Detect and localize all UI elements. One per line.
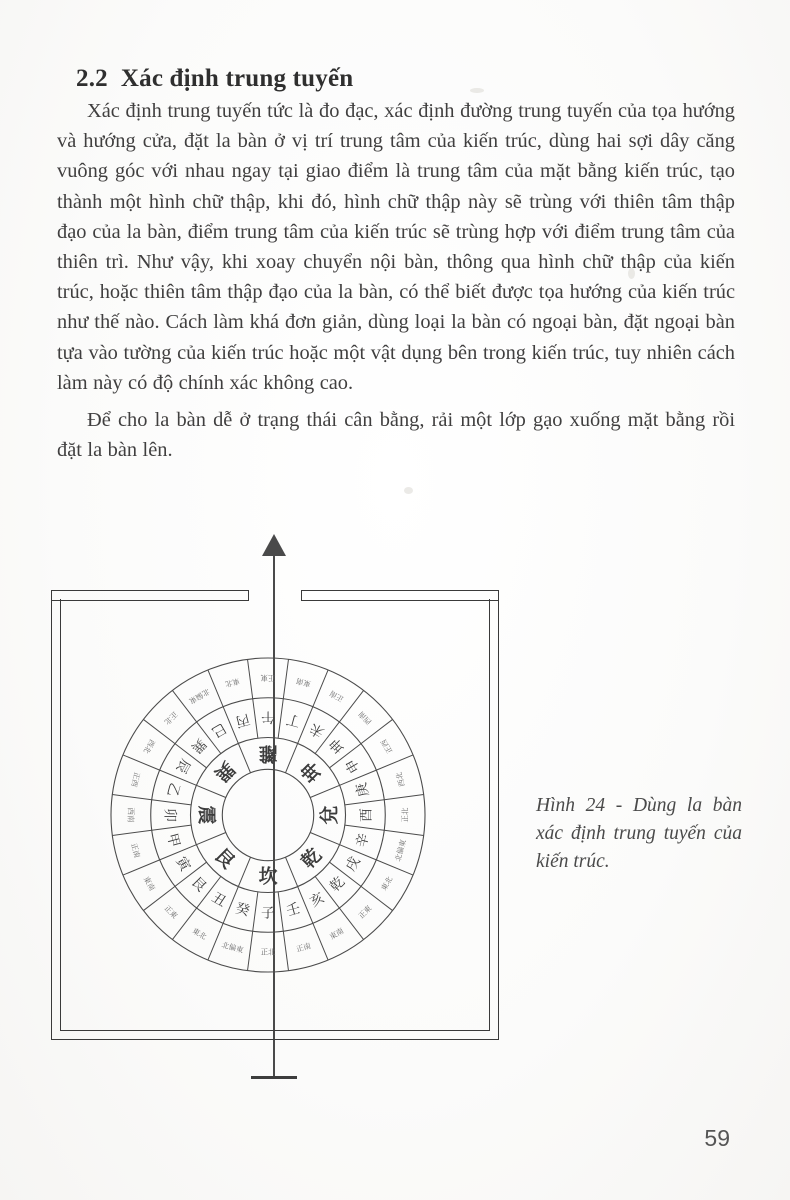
luopan-label: 午 [261,708,275,725]
figure-caption: Hình 24 - Dùng la bàn xác định trung tuyến của kiến trúc. [536,795,742,872]
luopan-label: 北偏東 [187,686,212,706]
luopan-label: 西北 [394,771,407,788]
luopan-label: 正東 [260,673,276,683]
figure-diagram [45,534,515,1094]
luopan-label: 亥 [307,889,328,911]
luopan-label: 正西 [129,771,142,788]
axis-foot-mark [251,1076,297,1079]
luopan-label: 坎 [258,865,278,888]
luopan-label: 辰 [172,755,194,776]
body-text [57,96,735,465]
section-number: 2.2 [76,64,108,92]
luopan-label: 離 [258,742,278,765]
luopan-label: 西北 [141,737,157,756]
luopan-label: 辛 [353,831,373,850]
luopan-label: 艮 [187,873,210,896]
luopan-label: 震 [195,805,218,825]
luopan-label: 正東 [162,903,180,921]
luopan-label: 乾 [297,844,327,874]
top-wall-left-segment [51,590,249,601]
luopan-label: 正南 [295,941,312,954]
luopan-label: 西南 [356,709,374,727]
luopan-label: 正北 [162,709,180,727]
luopan-label: 甲 [163,831,183,850]
paragraph: Để cho la bàn dễ ở trạng thái cân bằng, rải một lớp gạo xuống mặt bằng rồi đặt la bàn lên. [57,409,735,462]
luopan-label: 正南 [129,842,142,859]
luopan-label: 坤 [297,756,327,786]
luopan-label: 正西 [379,737,395,756]
paragraph: Xác định trung tuyến tức là đo đạc, xác định đường trung tuyến của tọa hướng và hướng cửa, đặt la bàn ở vị trí trung tâm của kiến trúc, dùng hai sợi dây căng vuông góc với nhau ngay tại giao điểm là trung tâm của mặt bằng kiến trúc, tạo thành một hình chữ thập, khi đó, hình chữ thập này sẽ trùng với thiên tâm thập đạo của la bàn, điểm trung tâm của kiến trúc sẽ trùng hợp với điểm trung tâm của thiên trì. Như vậy, khi xoay chuyển nội bàn, thông qua hình chữ thập của kiến trúc, hoặc thiên tâm thập đạo của la bàn, có thể biết được tọa hướng của kiến trúc như thế nào. Cách làm khá đơn giản, dùng loại la bàn có ngoại bàn, đặt ngoại bàn tựa vào tường của kiến trúc hoặc một vật dụng bên trong kiến trúc, tuy nhiên cách làm này có độ chính xác không cao. [57,100,735,394]
luopan-label: 酉 [358,808,375,822]
page-number: 59 [704,1125,730,1151]
luopan-label: 北偏東 [393,838,408,863]
luopan-label: 西南 [126,807,136,823]
luopan-label: 東南 [295,676,312,689]
luopan-label: 兌 [318,805,341,825]
luopan-label: 戌 [342,854,364,875]
luopan-label: 東南 [141,874,157,893]
luopan-label: 子 [261,905,275,922]
luopan-label: 丁 [284,710,303,730]
luopan-svg [109,656,427,974]
luopan-label: 申 [342,755,364,776]
luopan-label: 巽 [209,756,239,786]
luopan-label: 未 [307,719,328,741]
ring-mountain-outer [151,698,386,933]
section-title: Xác định trung tuyến [120,64,354,92]
luopan-label: 正北 [400,807,410,823]
luopan-label: 東北 [224,676,241,689]
luopan-label: 庚 [353,780,373,799]
luopan-label: 東北 [379,874,395,893]
luopan-label: 正北 [260,947,276,957]
luopan-label: 乙 [163,780,183,799]
luopan-label: 東北 [190,926,209,942]
luopan-label: 寅 [172,854,194,875]
luopan-label: 艮 [209,844,239,874]
section-heading [76,65,353,93]
luopan-label: 丑 [208,889,229,911]
luopan-label: 癸 [233,900,252,920]
luopan-label: 乾 [326,873,349,896]
top-wall-right-segment [301,590,499,601]
luopan-label: 東南 [327,926,346,942]
scan-speck [404,487,413,494]
ring-center-pool [222,769,313,860]
luopan-label: 北偏東 [220,940,245,955]
luopan-label: 巳 [208,719,229,741]
luopan-label: 卯 [161,808,178,822]
scan-speck [470,88,484,93]
luopan-label: 坤 [326,734,349,757]
ring-outer-edge [111,658,425,972]
luopan-compass [109,656,427,974]
luopan-label: 丙 [233,710,252,730]
luopan-label: 正東 [356,903,374,921]
luopan-label: 巽 [187,734,210,757]
luopan-label: 壬 [284,900,303,920]
luopan-label: 正南 [327,688,346,704]
